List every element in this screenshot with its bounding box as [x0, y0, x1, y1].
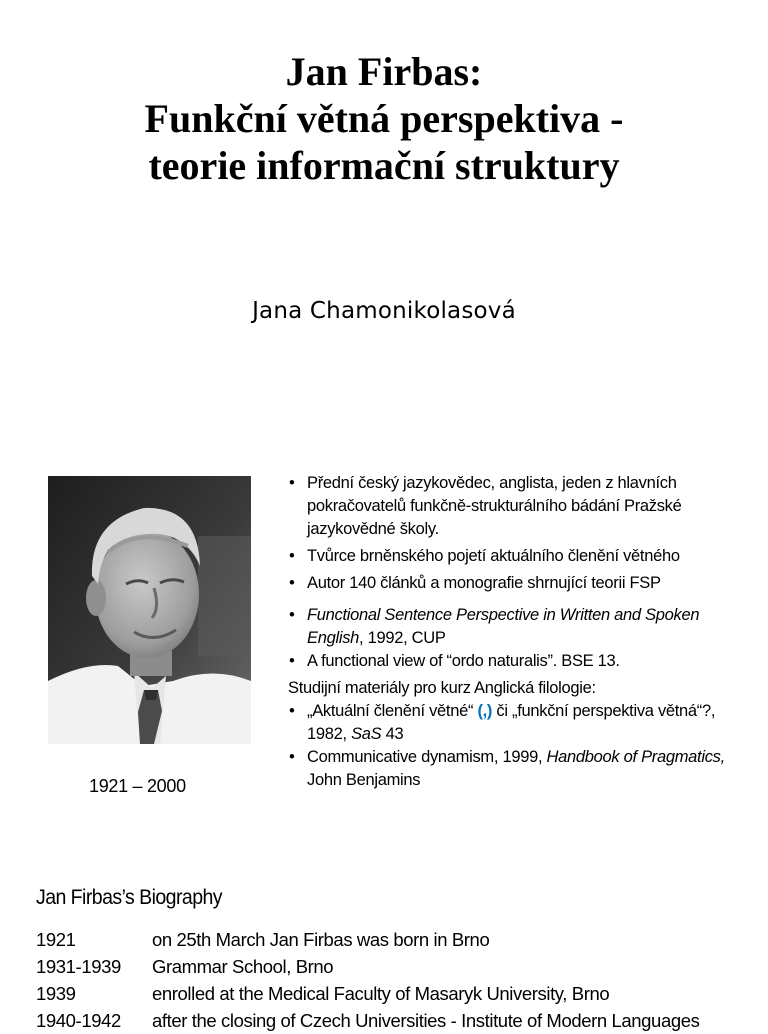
bullet-item: • Autor 140 článků a monografie shrnující teorii FSP: [288, 572, 758, 595]
study-item-text: Communicative dynamism, 1999,: [307, 748, 547, 766]
journal-name: SaS: [351, 725, 382, 743]
author-name: Jana Chamonikolasová: [252, 298, 516, 324]
biography-year: 1939: [36, 983, 76, 1004]
title-line-3: teorie informační struktury: [148, 143, 620, 189]
biography-event: after the closing of Czech Universities - Institute of Modern Languages: [152, 1010, 700, 1031]
biography-row: [36, 953, 768, 980]
biography-event: Grammar School, Brno: [152, 956, 334, 977]
biography-row: [36, 980, 768, 1007]
biography-year: 1940-1942: [36, 1010, 121, 1031]
book-details: , 1992, CUP: [359, 629, 446, 647]
bullet-item: • A functional view of “ordo naturalis”. BSE 13.: [288, 650, 758, 673]
study-materials-heading: Studijní materiály pro kurz Anglická filologie:: [288, 679, 596, 697]
biography-table: [36, 926, 768, 1034]
study-item-text: „Aktuální členění větné“: [307, 702, 478, 720]
bio-bullet-list: [288, 472, 758, 792]
title-line-1: Jan Firbas:: [285, 49, 483, 94]
biography-event: on 25th March Jan Firbas was born in Brno: [152, 929, 490, 950]
portrait-photo: [48, 476, 251, 744]
study-item-link[interactable]: (,): [477, 702, 493, 720]
handbook-title: Handbook of Pragmatics,: [546, 748, 725, 766]
biography-year: 1921: [36, 929, 76, 950]
biography-title: Jan Firbas’s Biography: [36, 886, 223, 909]
study-item: [288, 746, 758, 792]
study-item: [288, 700, 758, 746]
biography-year: 1931-1939: [36, 956, 121, 977]
biography-row: [36, 926, 768, 953]
study-item-text: John Benjamins: [307, 771, 421, 789]
bullet-item: • Přední český jazykovědec, anglista, jeden z hlavních pokračovatelů funkčně-strukturálního bádání Pražské jazykovědné školy.: [288, 472, 758, 541]
biography-row: [36, 1007, 768, 1034]
life-years: 1921 – 2000: [89, 776, 186, 796]
study-item-text: či „funkční perspektiva větná“?, 1982,: [307, 702, 716, 743]
title-slide: [0, 0, 768, 440]
study-item-text: 43: [381, 725, 404, 743]
slide-title: [0, 48, 768, 190]
portrait-photo-image: [48, 476, 251, 744]
bullet-item: • Tvůrce brněnského pojetí aktuálního členění větného: [288, 545, 758, 568]
biography-event: enrolled at the Medical Faculty of Masaryk University, Brno: [152, 983, 610, 1004]
title-line-2: Funkční větná perspektiva -: [144, 96, 624, 142]
bullet-item: [288, 604, 758, 650]
book-title: Functional Sentence Perspective in Written and Spoken English: [307, 606, 700, 647]
